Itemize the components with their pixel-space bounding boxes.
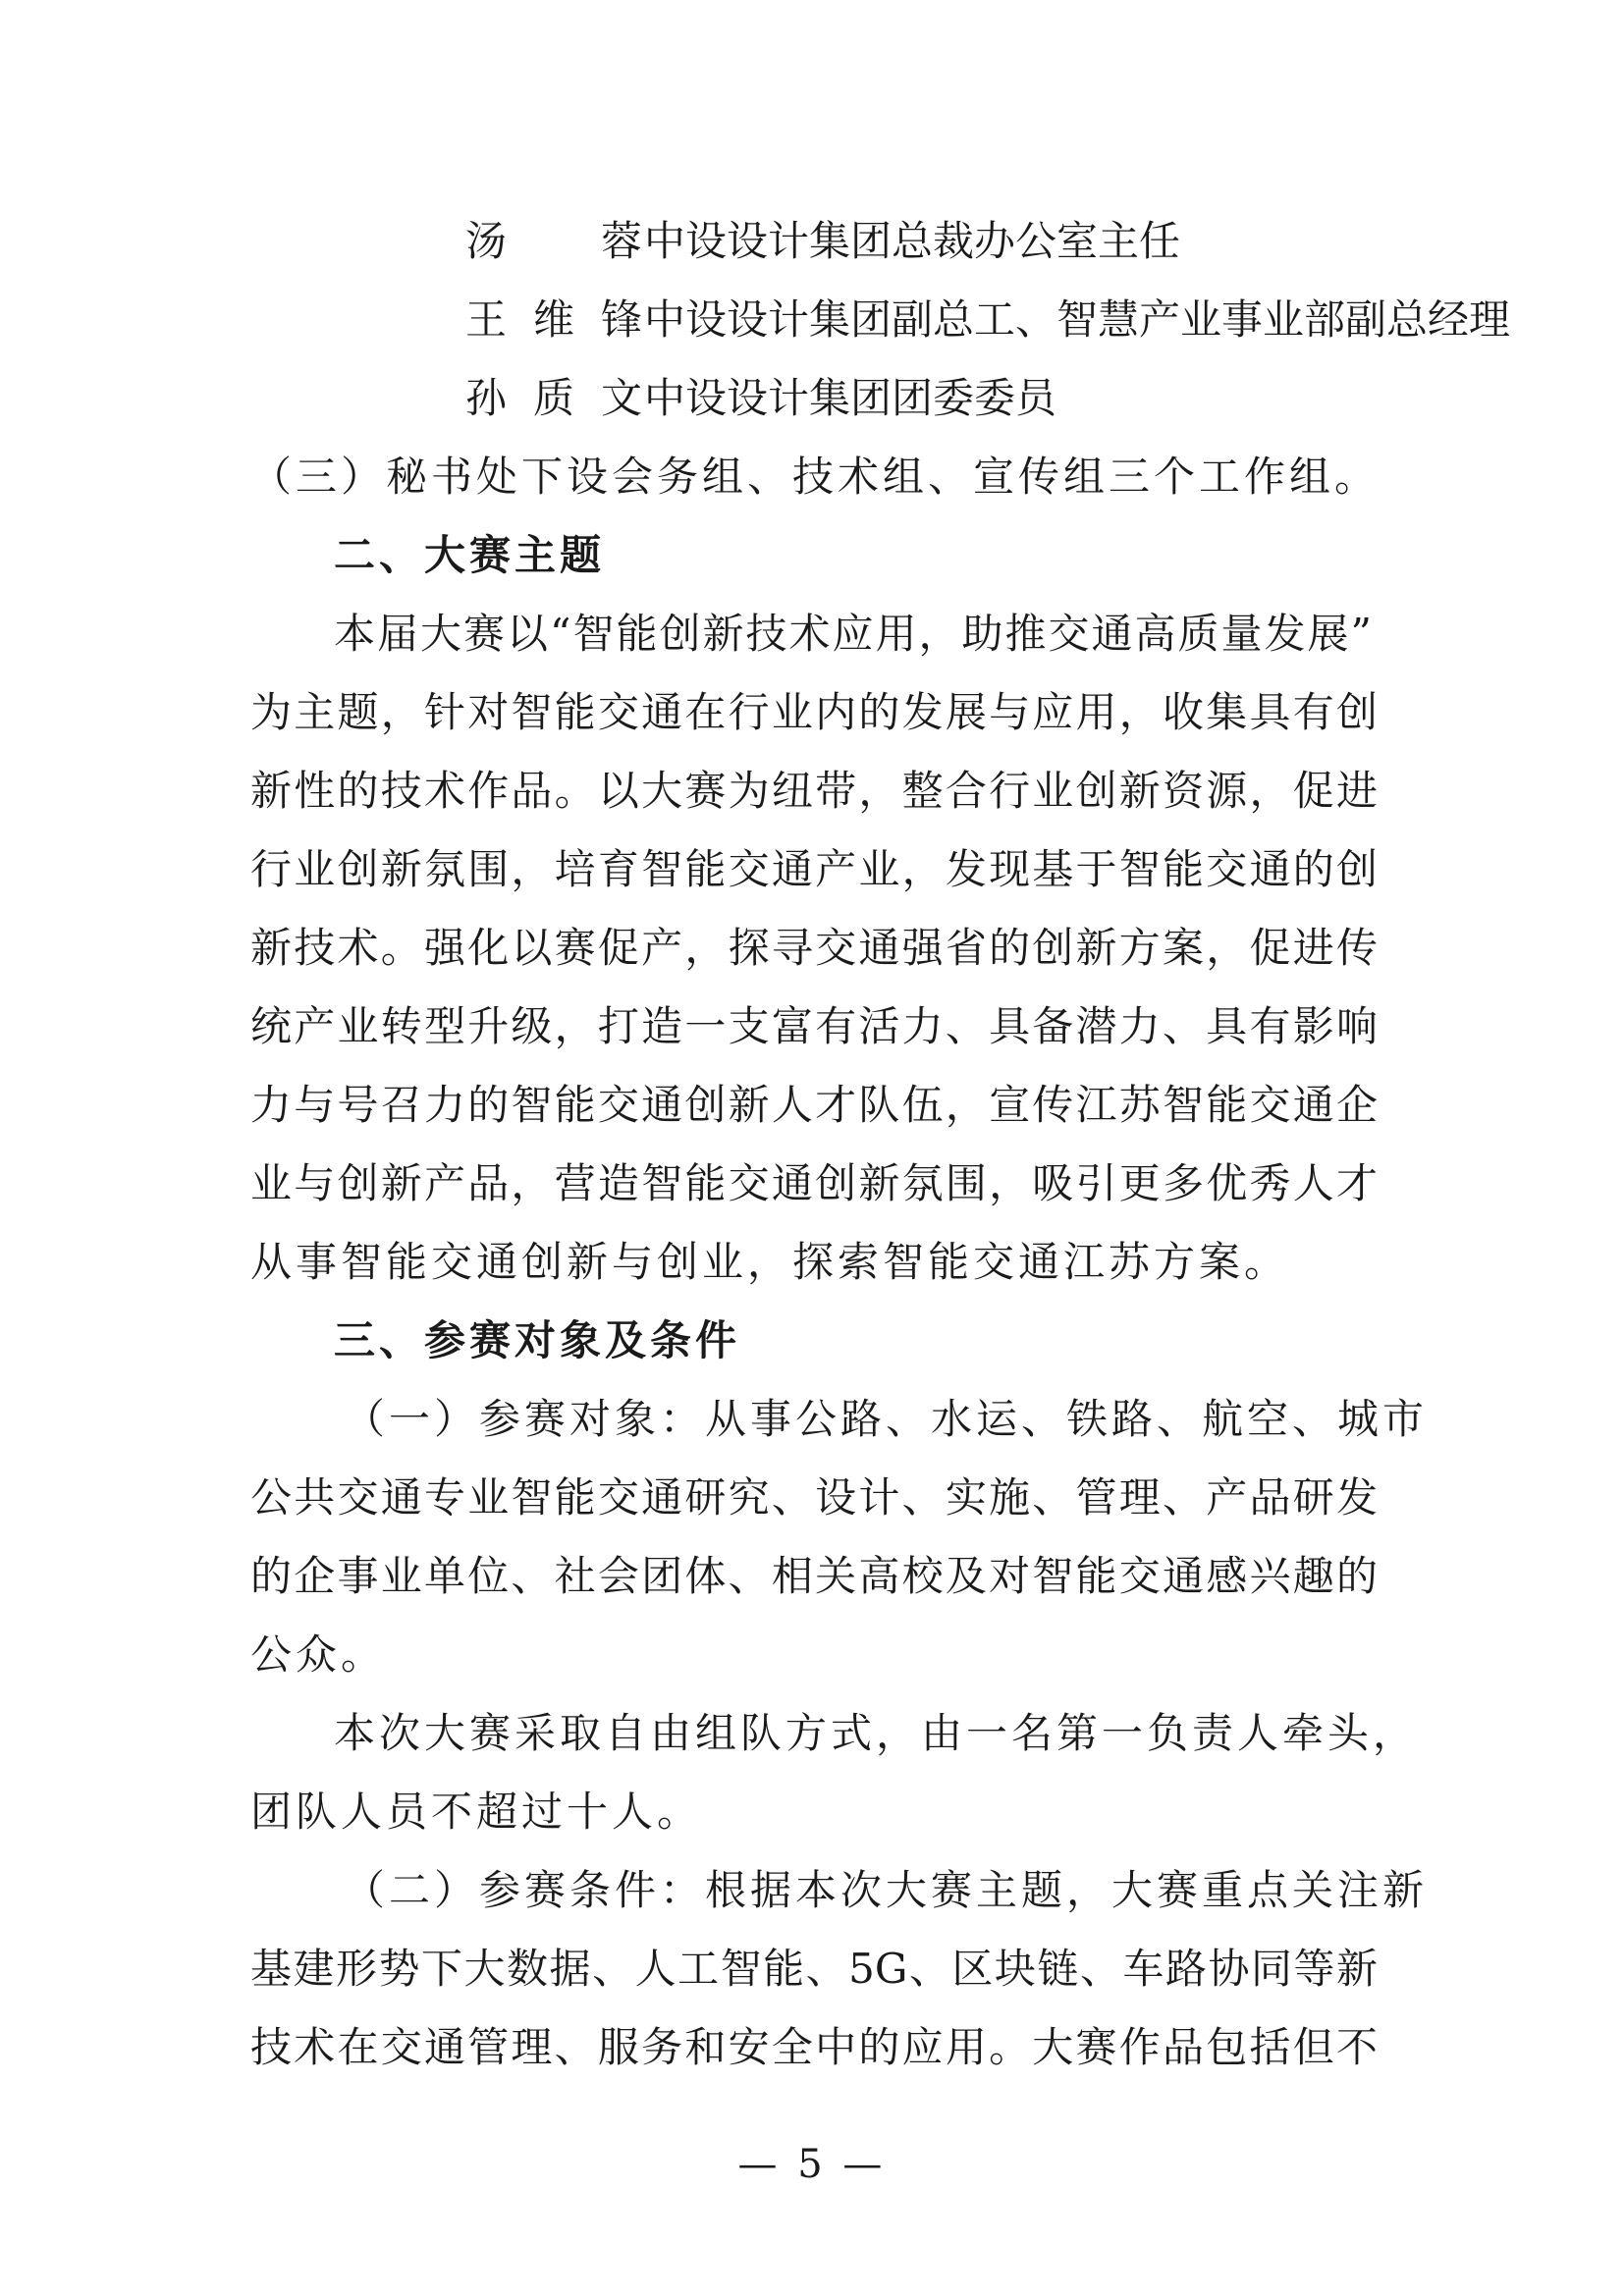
body-paragraph-line: （二）参赛条件：根据本次大赛主题，大赛重点关注新 — [344, 1866, 1429, 1914]
body-paragraph-line: 团队人员不超过十人。 — [250, 1788, 703, 1836]
body-paragraph-line: 新性的技术作品。以大赛为纽带，整合行业创新资源，促进 — [250, 767, 1378, 815]
member-name: 王维锋 — [465, 295, 642, 344]
member-title: 中设设计集团总裁办公室主任 — [644, 217, 1181, 265]
member-name: 汤 蓉 — [465, 217, 642, 265]
member-row — [465, 214, 1180, 269]
body-paragraph-line: 行业创新氛围，培育智能交通产业，发现基于智能交通的创 — [250, 845, 1378, 893]
body-paragraph-line: 基建形势下大数据、人工智能、5G、区块链、车路协同等新 — [250, 1945, 1378, 1993]
body-paragraph-line: 业与创新产品，营造智能交通创新氛围，吸引更多优秀人才 — [250, 1159, 1378, 1207]
member-title: 中设设计集团团委委员 — [644, 374, 1057, 422]
page-number: — 5 — — [737, 2142, 887, 2187]
member-name: 孙质文 — [465, 374, 642, 422]
body-paragraph-line: 从事智能交通创新与创业，探索智能交通江苏方案。 — [250, 1238, 1290, 1286]
body-paragraph-line: 公众。 — [250, 1630, 387, 1679]
section-heading: 二、大赛主题 — [334, 531, 606, 579]
body-paragraph-line: （三）秘书处下设会务组、技术组、宣传组三个工作组。 — [250, 453, 1380, 501]
body-paragraph-line: 为主题，针对智能交通在行业内的发展与应用，收集具有创 — [250, 688, 1378, 736]
body-paragraph-line: 新技术。强化以赛促产，探寻交通强省的创新方案，促进传 — [250, 924, 1378, 972]
member-row — [465, 293, 1510, 347]
body-paragraph-line: 公共交通专业智能交通研究、设计、实施、管理、产品研发 — [250, 1473, 1378, 1522]
body-paragraph-line: 技术在交通管理、服务和安全中的应用。大赛作品包括但不 — [250, 2023, 1378, 2071]
section-heading: 三、参赛对象及条件 — [334, 1316, 741, 1364]
body-paragraph-line: 力与号召力的智能交通创新人才队伍，宣传江苏智能交通企 — [250, 1081, 1378, 1129]
body-paragraph-line: 本届大赛以“智能创新技术应用，助推交通高质量发展” — [334, 610, 1374, 658]
body-paragraph-line: 统产业转型升级，打造一支富有活力、具备潜力、具有影响 — [250, 1002, 1378, 1050]
body-paragraph-line: 本次大赛采取自由组队方式，由一名第一负责人牵头， — [334, 1709, 1419, 1757]
member-title: 中设设计集团副总工、智慧产业事业部副总经理 — [644, 295, 1511, 344]
member-row — [465, 371, 1056, 426]
body-paragraph-line: （一）参赛对象：从事公路、水运、铁路、航空、城市 — [344, 1395, 1429, 1443]
body-paragraph-line: 的企事业单位、社会团体、相关高校及对智能交通感兴趣的 — [250, 1552, 1378, 1600]
